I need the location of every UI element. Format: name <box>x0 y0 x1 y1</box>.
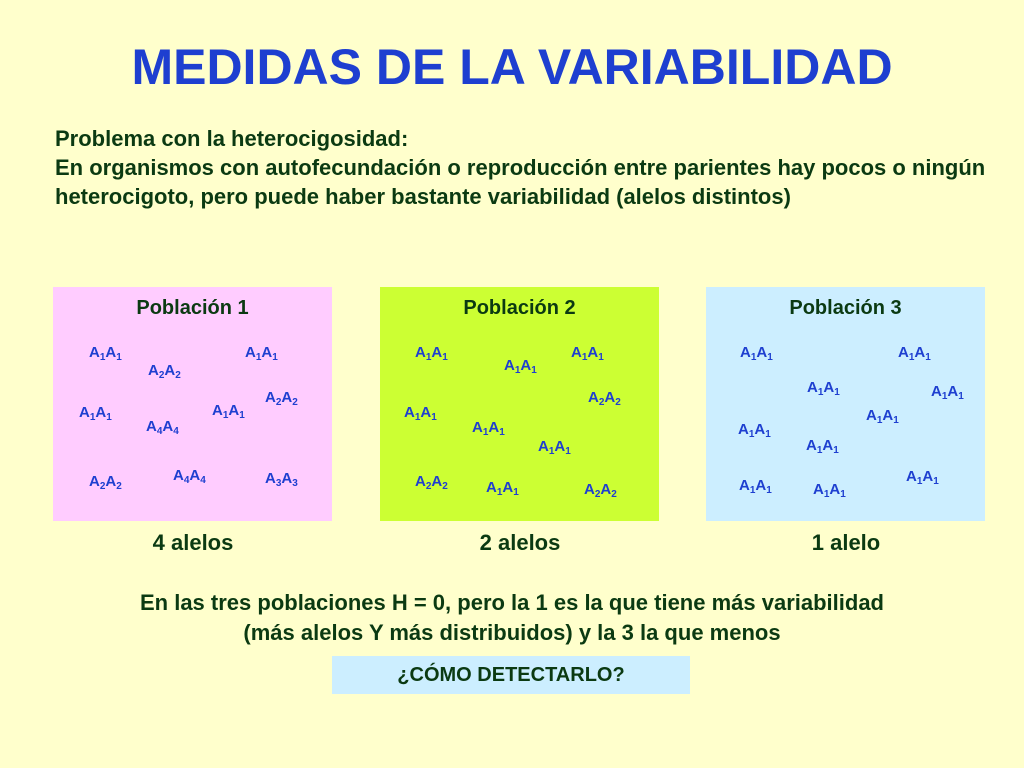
intro-heading: Problema con la heterocigosidad: <box>55 126 409 151</box>
genotype-label: $A_2A_2$ <box>588 389 621 408</box>
genotype-label: $A_1A_1$ <box>79 404 112 423</box>
genotype-label: $A_1A_1$ <box>415 344 448 363</box>
genotype-label: $A_2A_2$ <box>148 362 181 381</box>
population-panel-2 <box>380 287 659 521</box>
genotype-label: $A_1A_1$ <box>740 344 773 363</box>
genotype-label: $A_1A_1$ <box>486 479 519 498</box>
conclusion-line-1: En las tres poblaciones H = 0, pero la 1 es la que tiene más variabilidad <box>139 590 884 615</box>
question-box: ¿CÓMO DETECTARLO? <box>332 656 690 694</box>
genotype-label: $A_1A_1$ <box>806 437 839 456</box>
genotype-label: $A_2A_2$ <box>584 481 617 500</box>
allele-count-1: 4 alelos <box>152 530 234 555</box>
intro-body: En organismos con autofecundación o reproducción entre parientes hay pocos o ningún heterocigoto, pero puede haber bastante variabilidad (alelos distintos) <box>55 155 986 209</box>
genotype-label: $A_2A_2$ <box>89 473 122 492</box>
genotype-label: $A_1A_1$ <box>212 402 245 421</box>
genotype-label: $A_1A_1$ <box>472 419 505 438</box>
genotype-label: $A_1A_1$ <box>807 379 840 398</box>
genotype-label: $A_1A_1$ <box>538 438 571 457</box>
genotype-label: $A_4A_4$ <box>146 418 179 437</box>
genotype-label: $A_1A_1$ <box>738 421 771 440</box>
population-panel-3 <box>706 287 985 521</box>
allele-count-3: 1 alelo <box>811 530 881 555</box>
conclusion-text <box>0 588 1024 648</box>
genotype-label: $A_1A_1$ <box>906 468 939 487</box>
genotype-label: $A_1A_1$ <box>739 477 772 496</box>
genotype-label: $A_1A_1$ <box>813 481 846 500</box>
genotype-label: $A_1A_1$ <box>504 357 537 376</box>
genotype-label: $A_1A_1$ <box>931 383 964 402</box>
genotype-label: $A_1A_1$ <box>404 404 437 423</box>
population-title: Población 1 <box>136 297 249 319</box>
genotype-label: $A_3A_3$ <box>265 470 298 489</box>
genotype-label: $A_1A_1$ <box>89 344 122 363</box>
genotype-label: $A_4A_4$ <box>173 467 206 486</box>
genotype-label: $A_2A_2$ <box>415 473 448 492</box>
population-title: Población 3 <box>789 297 902 319</box>
genotype-label: $A_1A_1$ <box>571 344 604 363</box>
genotype-label: $A_1A_1$ <box>245 344 278 363</box>
genotype-label: $A_1A_1$ <box>866 407 899 426</box>
population-panel-1 <box>53 287 332 521</box>
genotype-label: $A_1A_1$ <box>898 344 931 363</box>
genotype-label: $A_2A_2$ <box>265 389 298 408</box>
allele-count-2: 2 alelos <box>479 530 561 555</box>
conclusion-line-2: (más alelos Y más distribuidos) y la 3 la que menos <box>243 620 781 645</box>
intro-text <box>55 124 995 211</box>
population-title: Población 2 <box>463 297 576 319</box>
page-title: MEDIDAS DE LA VARIABILIDAD <box>131 39 893 95</box>
